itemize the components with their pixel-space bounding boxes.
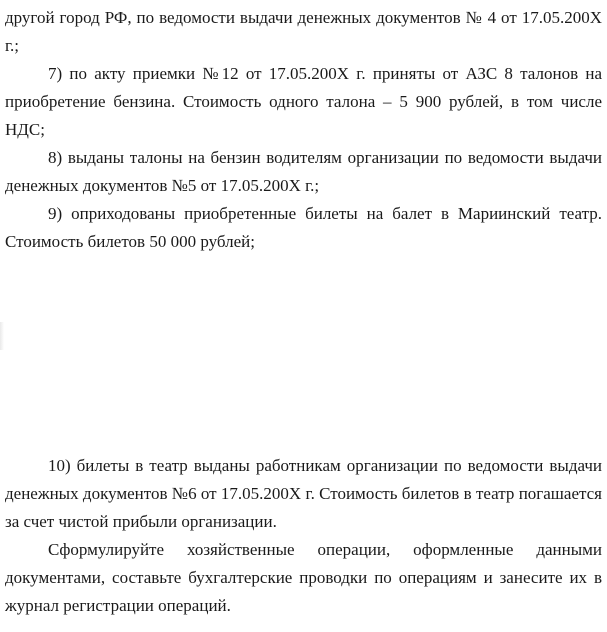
paragraph-item-6-continuation: другой город РФ, по ведомости выдачи денежных документов № 4 от 17.05.200Х г.; bbox=[5, 8, 602, 55]
paragraph-item-9: 9) оприходованы приобретенные билеты на балет в Мариинский театр. Стоимость билетов 50 000 рублей; bbox=[5, 204, 602, 251]
page-edge-mark bbox=[0, 322, 4, 350]
text-block-bottom bbox=[5, 452, 602, 620]
paragraph-task: Сформулируйте хозяйственные операции, оформленные данными документами, составьте бухгалтерские проводки по операциям и занесите их в журнал регистрации операций. bbox=[5, 540, 602, 615]
text-block-top bbox=[5, 4, 602, 256]
paragraph-item-10: 10) билеты в театр выданы работникам организации по ведомости выдачи денежных документов №6 от 17.05.200Х г. Стоимость билетов в театр погашается за счет чистой прибыли организации. bbox=[5, 456, 602, 531]
paragraph-item-8: 8) выданы талоны на бензин водителям организации по ведомости выдачи денежных документов №5 от 17.05.200Х г.; bbox=[5, 148, 602, 195]
paragraph-item-7: 7) по акту приемки №12 от 17.05.200Х г. приняты от АЗС 8 талонов на приобретение бензина. Стоимость одного талона – 5 900 рублей, в том числе НДС; bbox=[5, 64, 602, 139]
